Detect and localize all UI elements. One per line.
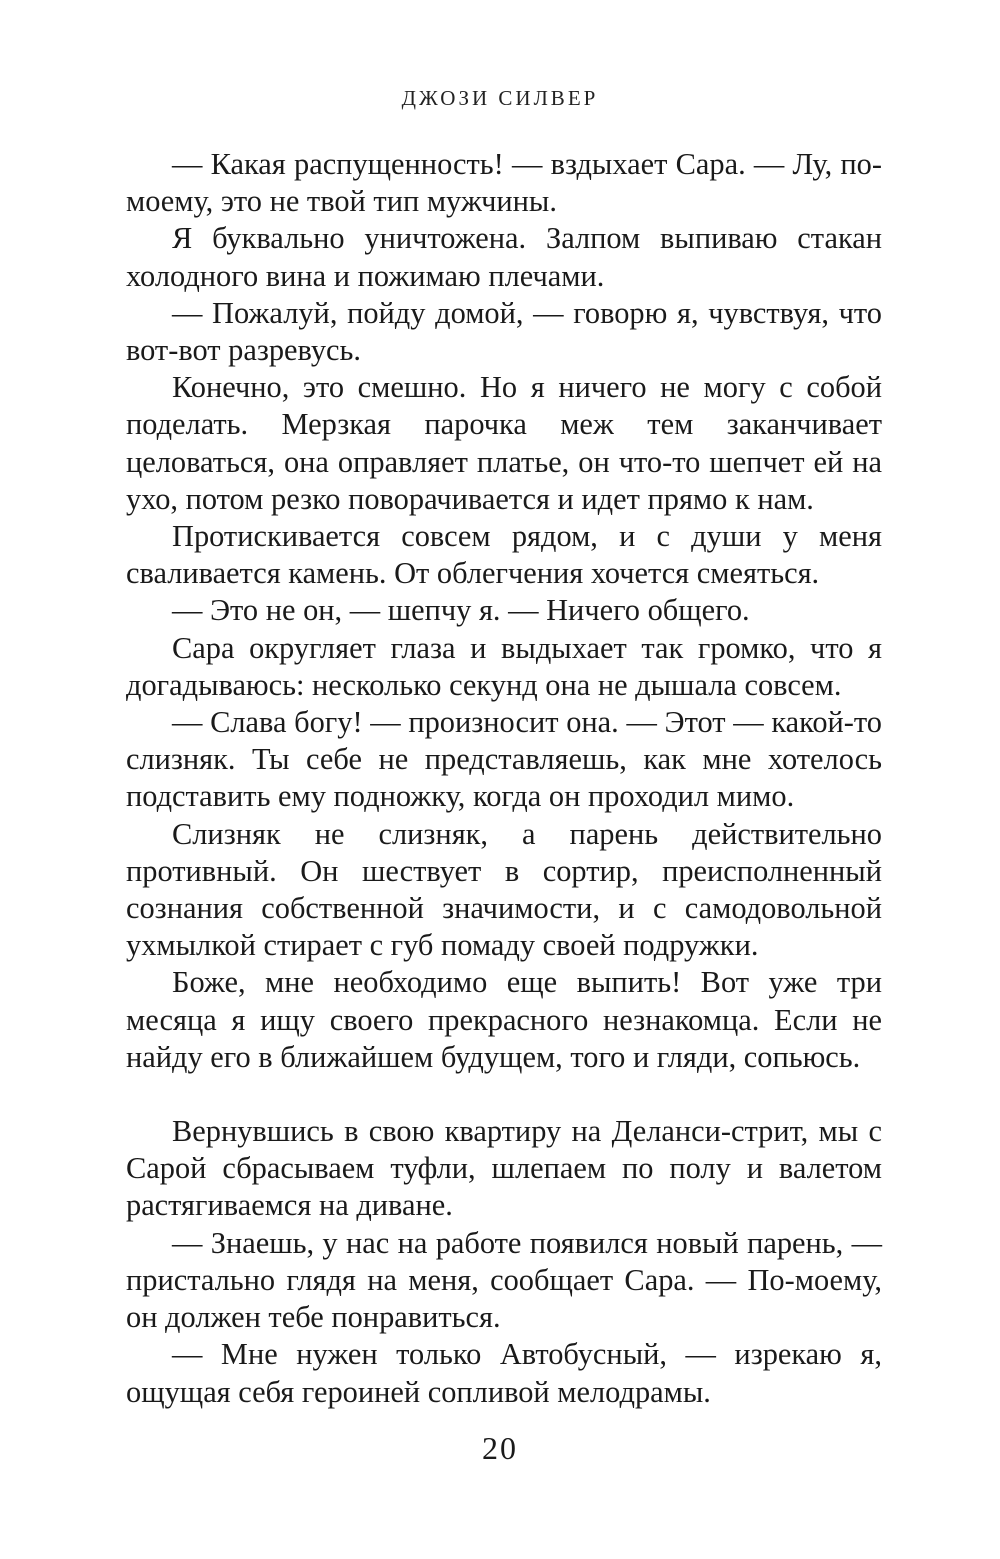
paragraph: — Какая распущенность! — вздыхает Сара. — Лу, по-моему, это не твой тип мужчины. — [126, 147, 882, 219]
paragraph: Конечно, это смешно. Но я ничего не могу с собой поделать. Мерзкая парочка меж тем заканчивает целоваться, она оправляет платье, он что-то шепчет ей на ухо, потом резко поворачивается и идет прямо к нам. — [126, 370, 882, 516]
paragraph: — Пожалуй, пойду домой, — говорю я, чувствуя, что вот-вот разревусь. — [126, 295, 882, 368]
paragraph: Я буквально уничтожена. Залпом выпиваю стакан холодного вина и пожимаю плечами. — [126, 221, 882, 293]
paragraph: — Слава богу! — произносит она. — Этот — какой-то слизняк. Ты себе не представляешь, как мне хотелось подставить ему подножку, когда он проходил мимо. — [126, 705, 882, 814]
section-break — [126, 1076, 882, 1113]
paragraph: Протискивается совсем рядом, и с души у меня сваливается камень. От облегчения хочется смеяться. — [126, 519, 882, 591]
body-text — [126, 146, 882, 1411]
paragraph: Сара округляет глаза и выдыхает так громко, что я догадываюсь: несколько секунд она не дышала совсем. — [126, 630, 882, 702]
paragraph: Слизняк не слизняк, а парень действительно противный. Он шествует в сортир, преисполненный сознания собственной значимости, и с самодовольной ухмылкой стирает с губ помаду своей подружки. — [126, 816, 882, 963]
paragraph: — Это не он, — шепчу я. — Ничего общего. — [172, 593, 750, 628]
running-head-author: ДЖОЗИ СИЛВЕР — [401, 86, 599, 110]
paragraph: — Знаешь, у нас на работе появился новый парень, — пристально глядя на меня, сообщает Сара. — По-моему, он должен тебе понравиться. — [126, 1225, 882, 1335]
page-number: 20 — [482, 1430, 518, 1466]
paragraph: Вернувшись в свою квартиру на Деланси-стрит, мы с Сарой сбрасываем туфли, шлепаем по полу и валетом растягиваемся на диване. — [126, 1114, 882, 1223]
paragraph: Боже, мне необходимо еще выпить! Вот уже три месяца я ищу своего прекрасного незнакомца. Если не найду его в ближайшем будущем, того и гляди, сопьюсь. — [126, 965, 882, 1074]
paragraph: — Мне нужен только Автобусный, — изрекаю я, ощущая себя героиней сопливой мелодрамы. — [126, 1337, 882, 1409]
